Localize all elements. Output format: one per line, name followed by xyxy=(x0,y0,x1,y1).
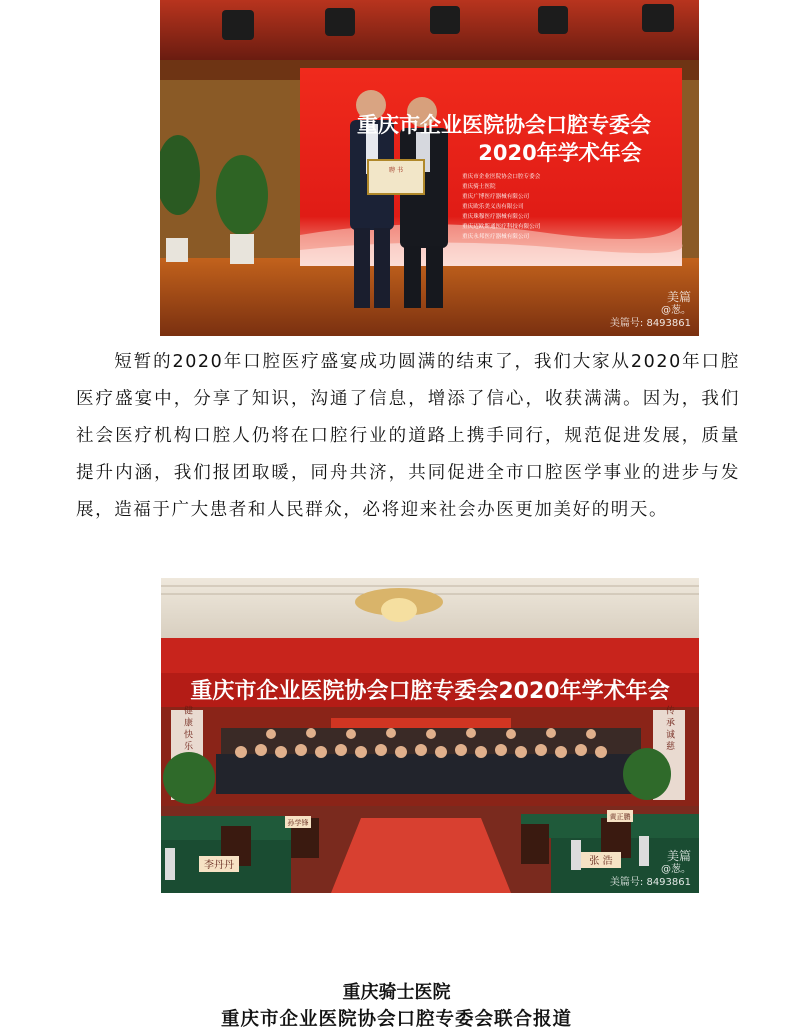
banner-title-line1: 重庆市企业医院协会口腔专委会 xyxy=(357,113,651,137)
banner-title-line2: 2020年学术年会 xyxy=(478,141,642,165)
watermark-id: 美篇号: 8493861 xyxy=(609,318,691,329)
watermark-brand: 美篇 xyxy=(666,290,691,304)
watermark-brand: 美篇 xyxy=(666,849,691,863)
watermark-id: 美篇号: 8493861 xyxy=(609,877,691,888)
body-paragraph xyxy=(76,344,740,529)
name-card: 李丹丹 xyxy=(204,860,234,871)
name-card: 孙学锋 xyxy=(287,819,309,827)
sponsor-item: 重庆珠穆医疗器械有限公司 xyxy=(462,214,530,220)
signoff-association: 重庆市企业医院协会口腔专委会联合报道 xyxy=(220,1009,572,1030)
body-paragraph-text: 短暂的2020年口腔医疗盛宴成功圆满的结束了，我们大家从2020年口腔医疗盛宴中，分享了知识，沟通了信息，增添了信心，收获满满。因为，我们社会医疗机构口腔人仍将在口腔行业的道路上携手同行，规范促进发展，质量提升内涵，我们报团取暖，同舟共济，共同促进全市口腔医学事业的进步与发展，造福于广大患者和人民群众，必将迎来社会办医更加美好的明天。 xyxy=(76,352,740,520)
right-couplet: 传 承 诚 慈 xyxy=(664,705,674,751)
sponsor-item: 重庆广博医疗器械有限公司 xyxy=(462,194,530,200)
group-photo xyxy=(161,578,699,893)
watermark-user: @葱。 xyxy=(661,864,691,875)
signoff-hospital: 重庆骑士医院 xyxy=(342,982,451,1003)
svg-text:聘 书: 聘 书 xyxy=(389,167,403,174)
sponsor-item: 重庆市企业医院协会口腔专委会 xyxy=(462,174,541,180)
left-couplet: 健 康 快 乐 xyxy=(182,705,192,751)
watermark xyxy=(610,850,691,889)
crowd xyxy=(216,728,646,794)
group-banner: 重庆市企业医院协会口腔专委会2020年学术年会 xyxy=(190,679,670,704)
sponsor-item: 重庆迈欧斯通医疗科技有限公司 xyxy=(462,224,541,230)
name-card: 黄正鹏 xyxy=(609,813,631,821)
sponsor-item: 重庆永邦医疗器械有限公司 xyxy=(462,234,530,240)
award-photo-scene xyxy=(160,0,699,336)
certificate xyxy=(368,160,424,194)
group-photo-scene xyxy=(161,578,699,893)
watermark-user: @葱。 xyxy=(661,305,691,316)
watermark xyxy=(610,291,691,330)
award-photo xyxy=(160,0,699,336)
name-card: 张 浩 xyxy=(589,856,613,867)
sponsor-item: 重庆骑士医院 xyxy=(462,184,496,190)
sponsor-item: 重庆欧乐美义齿有限公司 xyxy=(462,204,524,210)
